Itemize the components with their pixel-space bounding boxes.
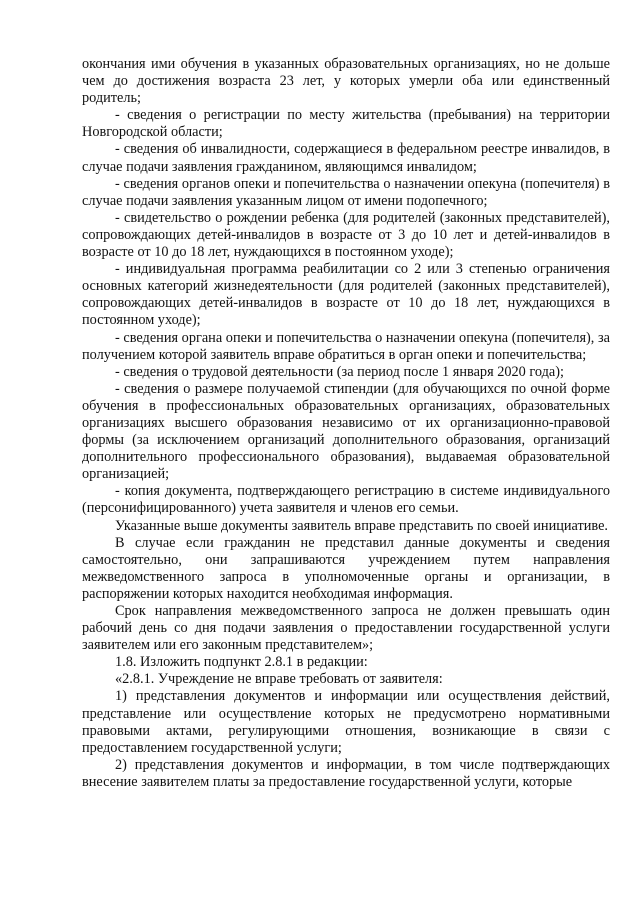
list-item: - сведения о регистрации по месту жительства (пребывания) на территории Новгородской области;	[82, 107, 610, 141]
list-item: - свидетельство о рождении ребенка (для родителей (законных представителей), сопровождающих детей-инвалидов в возрасте от 3 до 10 лет и детей-инвалидов в возрасте от 10 до 18 лет, нуждающихся в постоянном уходе);	[82, 209, 610, 261]
paragraph: В случае если гражданин не представил данные документы и сведения самостоятельно, они запрашиваются учреждением путем направления межведомственного запроса в уполномоченные органы и организации, в распоряжении которых находится необходимая информация.	[82, 534, 610, 602]
list-item: - индивидуальная программа реабилитации со 2 или 3 степенью ограничения основных категорий жизнедеятельности (для родителей (законных представителей), сопровождающих детей-инвалидов в возрасте от 10 до 18 лет, нуждающихся в постоянном уходе);	[82, 261, 610, 329]
numbered-item: 1) представления документов и информации или осуществления действий, представление или осуществление которых не предусмотрено нормативными правовыми актами, регулирующими отношения, возникающие в связи с предоставлением государственной услуги;	[82, 688, 610, 756]
list-item: - копия документа, подтверждающего регистрацию в системе индивидуального (персонифицированного) учета заявителя и членов его семьи.	[82, 483, 610, 517]
list-item: - сведения органов опеки и попечительства о назначении опекуна (попечителя) в случае подачи заявления указанным лицом от имени подопечного;	[82, 175, 610, 209]
list-item: - сведения об инвалидности, содержащиеся в федеральном реестре инвалидов, в случае подачи заявления гражданином, являющимся инвалидом;	[82, 141, 610, 175]
list-item: - сведения о трудовой деятельности (за период после 1 января 2020 года);	[115, 363, 564, 380]
paragraph: 1.8. Изложить подпункт 2.8.1 в редакции:	[115, 654, 368, 671]
document-page	[82, 56, 610, 791]
list-item: - сведения о размере получаемой стипендии (для обучающихся по очной форме обучения в профессиональных образовательных организациях, образовательных организациях высшего образования независимо от их организационно-правовой формы (за исключением организаций дополнительного образования, организаций дополнительного профессионального образования), выдаваемая образовательной организацией;	[82, 380, 610, 483]
list-item: - сведения органа опеки и попечительства о назначении опекуна (попечителя), за получением которой заявитель вправе обратиться в орган опеки и попечительства;	[82, 329, 610, 363]
paragraph: «2.8.1. Учреждение не вправе требовать от заявителя:	[115, 671, 443, 688]
paragraph: Срок направления межведомственного запроса не должен превышать один рабочий день со дня подачи заявления о предоставлении государственной услуги заявителем или его законным представителем»;	[82, 603, 610, 654]
paragraph-continuation: окончания ими обучения в указанных образовательных организациях, но не дольше чем до достижения возраста 23 лет, у которых умерли оба или единственный родитель;	[82, 56, 610, 107]
numbered-item: 2) представления документов и информации, в том числе подтверждающих внесение заявителем платы за предоставление государственной услуги, которые	[82, 756, 610, 790]
paragraph: Указанные выше документы заявитель вправе представить по своей инициативе.	[115, 517, 608, 534]
